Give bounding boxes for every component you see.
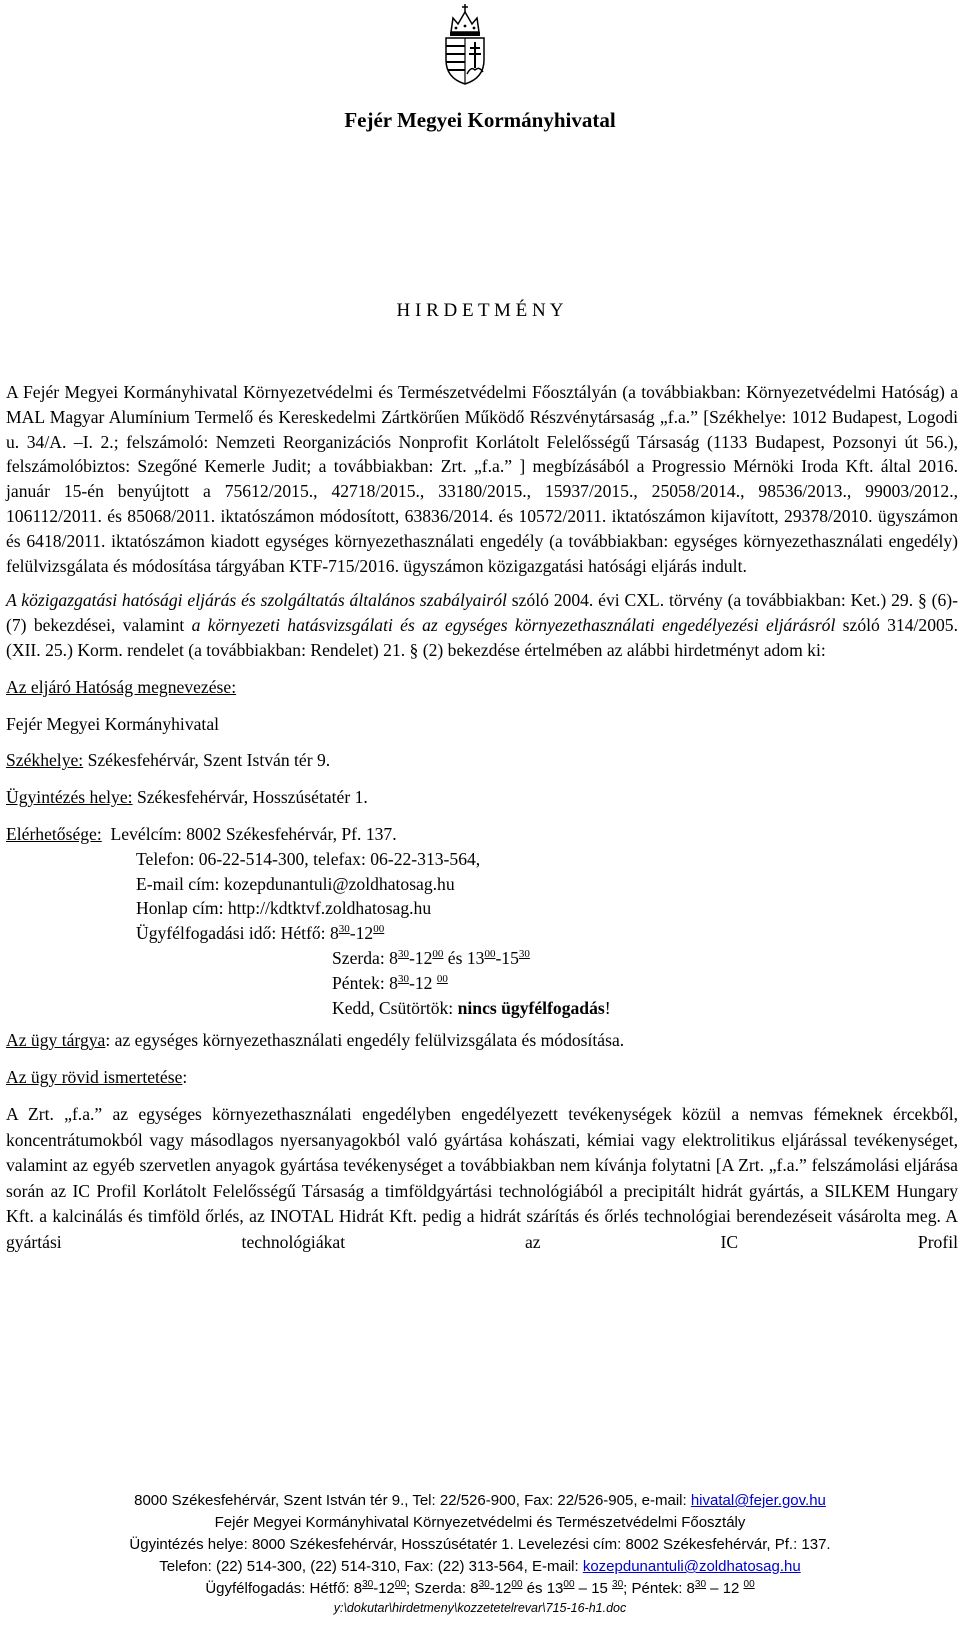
footer-hours-part: – 15 [574, 1580, 613, 1597]
legal-basis-italic-1: A közigazgatási hatósági eljárás és szolgáltatás általános szabályairól [6, 590, 507, 611]
footer-hours-part: és 13 [522, 1580, 564, 1597]
contact-web: Honlap cím: http://kdtktvf.zoldhatosag.hu [136, 898, 432, 919]
footer-hours-part: ; Szerda: 8 [406, 1580, 479, 1597]
hours-fri-row [6, 971, 958, 996]
footer-hours-sup: 30 [362, 1579, 374, 1590]
contact-postal: Levélcím: 8002 Székesfehérvár, Pf. 137. [110, 823, 397, 844]
subject-row [6, 1028, 958, 1053]
intro-paragraph: A Fejér Megyei Kormányhivatal Környezetvédelmi és Természetvédelmi Főosztályán (a továbbiakban: Környezetvédelmi Hatóság) a MAL Magyar Alumínium Termelő és Kereskedelmi Zártkörűen Működő Részvénytársaság „f.a.” [Székhelye: 1012 Budapest, Logodi u. 34/A. –I. 2.; felszámoló: Nemzeti Reorganizációs Nonprofit Korlátolt Felelősségű Társaság (1133 Budapest, Pozsonyi út 56.), felszámolóbiztos: Szegőné Kemerle Judit; a továbbiakban: Zrt. „f.a.” ] megbízásából a Progressio Mérnöki Iroda Kft. által 2016. január 15-én benyújtott a 75612/2015., 42718/2015., 33180/2015., 15937/2015., 25058/2014., 98536/2013., 99003/2012., 106112/2011. és 85068/2011. iktatószámon módosított, 63836/2014. és 10572/2011. iktatószámon kijavított, 29378/2010. ügyszámon és 6418/2011. iktatószámon kiadott egységes környezethasználati engedély (a továbbiakban: egységes környezethasználati engedély) felülvizsgálata és módosítása tárgyában KTF-715/2016. ügyszámon közigazgatási hatósági eljárás indult. [6, 382, 958, 576]
hours-mid: -12 [408, 947, 433, 968]
footer-hours-sup: 00 [394, 1579, 407, 1590]
summary-heading-row [6, 1065, 958, 1090]
contact-label: Elérhetősége: [6, 823, 102, 844]
hours-monday: Hétfő: 8 [280, 923, 339, 944]
contact-email: E-mail cím: kozepdunantuli@zoldhatosag.hu [136, 873, 455, 894]
footer-hours-part: Ügyfélfogadás: Hétfő: 8 [205, 1580, 363, 1597]
footer-line-5 [0, 1578, 960, 1600]
hours-sup: 30 [397, 947, 409, 960]
footer-hours-sup: 30 [478, 1579, 490, 1590]
hours-label: Ügyfélfogadási idő: [136, 923, 281, 944]
hours-sup: 00 [484, 947, 496, 960]
hours-sup: 00 [436, 972, 448, 985]
hours-and: és 13 [443, 947, 485, 968]
page-footer [0, 1490, 960, 1616]
hours-tue-thu-row [6, 996, 958, 1021]
footer-hours-part: -12 [373, 1580, 395, 1597]
footer-address: 8000 Székesfehérvár, Szent István tér 9., Tel: 22/526-900, Fax: 22/526-905, e-mail: [134, 1492, 691, 1509]
legal-basis-text-2: szóló 314/2005. (XII. 25.) Korm. rendelet (a továbbiakban: Rendelet) 21. § (2) bekezdése értelmében az alábbi hirdetményt adom ki: [6, 615, 958, 660]
office-name: Fejér Megyei Kormányhivatal [344, 108, 616, 132]
subject-label: Az ügy tárgya [6, 1030, 106, 1051]
summary-heading: Az ügy rövid ismertetése [6, 1067, 183, 1088]
document-title: H I R D E T M É N Y [396, 300, 564, 321]
footer-phone: Telefon: (22) 514-300, (22) 514-310, Fax: (22) 313-564, E-mail: [159, 1558, 583, 1575]
hours-mid: -12 [349, 923, 374, 944]
footer-hours-part: -12 [489, 1580, 512, 1597]
legal-basis-text-1: szóló 2004. évi CXL. törvény (a továbbiakban: Ket.) 29. § (6)-(7) bekezdései, valamint [6, 590, 958, 636]
footer-line-3: Ügyintézés helye: 8000 Székesfehérvár, Hosszúsétatér 1. Levelezési cím: 8002 Székesfehérvár, Pf.: 137. [129, 1536, 831, 1553]
no-reception-notice: nincs ügyfélfogadás [457, 997, 605, 1018]
summary-colon: : [182, 1067, 188, 1088]
hours-sup: 00 [373, 923, 385, 936]
authority-heading: Az eljáró Hatóság megnevezése: [6, 676, 237, 697]
office-place-label: Ügyintézés helye: [6, 787, 133, 808]
file-path: y:\dokutar\hirdetmeny\kozzetetelrevar\715-16-h1.doc [333, 1601, 627, 1615]
footer-hours-part: ; Péntek: 8 [623, 1580, 695, 1597]
hours-sup: 30 [338, 923, 350, 936]
hours-fri: Péntek: 8 [332, 972, 398, 993]
footer-email-link[interactable]: hivatal@fejer.gov.hu [690, 1492, 826, 1509]
hours-mid: -15 [495, 947, 519, 968]
hours-sup: 30 [518, 947, 530, 960]
hours-wed: Szerda: 8 [332, 947, 398, 968]
legal-basis-italic-2: a környezeti hatásvizsgálati és az egységes környezethasználati engedélyezési eljárásról [191, 615, 836, 636]
footer-email-link-2[interactable]: kozepdunantuli@zoldhatosag.hu [582, 1558, 801, 1575]
footer-hours-sup: 00 [563, 1579, 575, 1590]
subject-value: : az egységes környezethasználati engedély felülvizsgálata és módosítása. [105, 1030, 625, 1051]
footer-hours-sup: 30 [612, 1579, 624, 1590]
seat-value: Székesfehérvár, Szent István tér 9. [83, 750, 331, 771]
document-body [6, 380, 958, 1255]
seat-row [6, 748, 958, 773]
footer-line-2: Fejér Megyei Kormányhivatal Környezetvédelmi és Természetvédelmi Főosztály [214, 1514, 746, 1531]
hours-wed-row [6, 946, 958, 971]
hours-mid: -12 [408, 972, 437, 993]
contact-phone: Telefon: 06-22-514-300, telefax: 06-22-313-564, [136, 848, 481, 869]
contact-row [6, 822, 958, 847]
hours-sup: 30 [397, 972, 409, 985]
office-place-value: Székesfehérvár, Hosszúsétatér 1. [132, 787, 368, 808]
hours-exclaim: ! [604, 997, 611, 1018]
footer-hours-sup: 30 [694, 1579, 707, 1590]
footer-hours-sup: 00 [743, 1579, 755, 1590]
footer-line-1 [0, 1490, 960, 1512]
footer-hours-sup: 00 [511, 1579, 523, 1590]
legal-basis-paragraph [6, 588, 958, 662]
coat-of-arms-icon [438, 2, 492, 86]
hours-tue-thu: Kedd, Csütörtök: [332, 997, 458, 1018]
hours-monday-row [6, 921, 958, 946]
seat-label: Székhelye: [6, 750, 84, 771]
footer-hours-part: – 12 [706, 1580, 744, 1597]
office-place-row [6, 785, 958, 810]
summary-paragraph: A Zrt. „f.a.” az egységes környezethasználati engedélyben engedélyezett tevékenységek közül a nemvas fémeknek ércekből, koncentrátumokból vagy másodlagos nyersanyagokból való gyártása kohászati, kémiai vagy elektrolitikus eljárással tevékenységet, valamint az egyéb szervetlen anyagok gyártása tevékenységet a továbbiakban nem kívánja folytatni [A Zrt. „f.a.” felszámolási eljárása során az IC Profil Korlátolt Felelősségű Társaság a timföldgyártási technológiából a precipitált hidrát gyártás, a SILKEM Hungary Kft. a kalcinálás és timföld őrlés, az INOTAL Hidrát Kft. pedig a hidrát szárítás és őrlés technológiai berendezéseit vásárolta meg. A gyártási technológiákat az IC Profil [6, 1103, 958, 1252]
footer-line-4 [0, 1556, 960, 1578]
hours-sup: 00 [432, 947, 444, 960]
authority-name: Fejér Megyei Kormányhivatal [6, 713, 220, 734]
